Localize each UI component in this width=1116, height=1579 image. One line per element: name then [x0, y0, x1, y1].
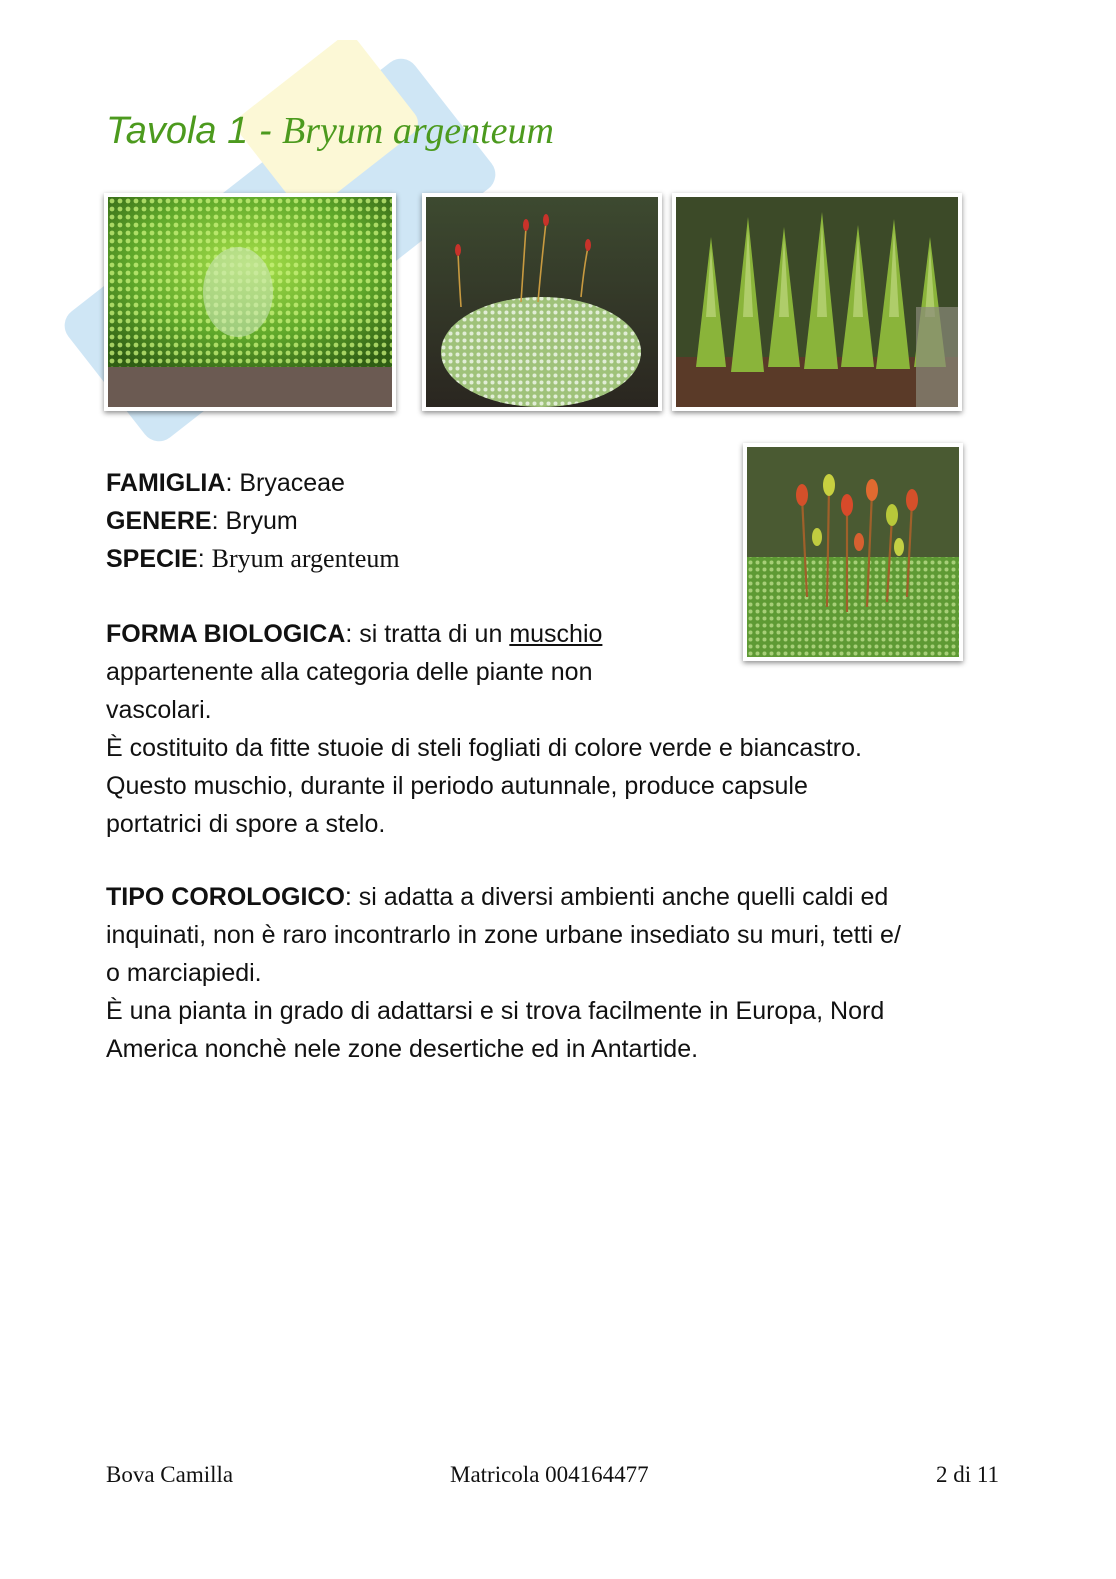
- tipo-line-1: [106, 878, 1006, 916]
- tipo-corologico-section: [106, 878, 1006, 1068]
- forma-line-1-text: : si tratta di un: [345, 620, 510, 648]
- footer-author: Bova Camilla: [106, 1462, 234, 1487]
- moss-stems-image: [676, 197, 958, 407]
- tipo-line-1-text: : si adatta a diversi ambienti anche quelli caldi ed: [344, 883, 889, 911]
- forma-line-1: [106, 615, 966, 653]
- specie-value: Bryum argenteum: [211, 544, 400, 573]
- forma-line-6: portatrici di spore a stelo.: [106, 810, 386, 838]
- tipo-line-4: È una pianta in grado di adattarsi e si trova facilmente in Europa, Nord: [106, 997, 885, 1025]
- footer-page-number: 2 di 11: [936, 1462, 1000, 1487]
- tipo-line-3: o marciapiedi.: [106, 959, 262, 987]
- moss-sporophytes-photo: [422, 193, 662, 411]
- moss-cushion-image: [108, 197, 392, 407]
- forma-line-2: appartenente alla categoria delle piante non: [106, 658, 593, 686]
- moss-cushion-photo: [104, 193, 396, 411]
- tipo-line-5: America nonchè nele zone desertiche ed in Antartide.: [106, 1035, 699, 1063]
- forma-label: FORMA BIOLOGICA: [106, 620, 346, 648]
- specie-row: [106, 540, 706, 578]
- title-prefix: Tavola 1 -: [106, 110, 283, 152]
- forma-line-5: Questo muschio, durante il periodo autunnale, produce capsule: [106, 772, 808, 800]
- genere-label: GENERE: [106, 507, 212, 535]
- tipo-label: TIPO COROLOGICO: [106, 883, 345, 911]
- forma-line-3: vascolari.: [106, 696, 212, 724]
- taxonomy-section: [106, 464, 706, 578]
- muschio-link: muschio: [509, 620, 603, 648]
- genere-value: : Bryum: [211, 507, 298, 535]
- famiglia-value: : Bryaceae: [225, 469, 345, 497]
- title-species: Bryum argenteum: [282, 110, 554, 152]
- moss-stems-photo: [672, 193, 962, 411]
- specie-separator: :: [197, 545, 212, 573]
- famiglia-row: [106, 464, 706, 502]
- forma-biologica-section: [106, 615, 966, 843]
- footer-matricola: Matricola 004164477: [450, 1462, 649, 1487]
- page-title: [106, 108, 554, 154]
- tipo-line-2: inquinati, non è raro incontrarlo in zone urbane insediato su muri, tetti e/: [106, 921, 901, 949]
- genere-row: [106, 502, 706, 540]
- famiglia-label: FAMIGLIA: [106, 469, 226, 497]
- forma-line-4: È costituito da fitte stuoie di steli fogliati di colore verde e biancastro.: [106, 734, 862, 762]
- specie-label: SPECIE: [106, 545, 198, 573]
- moss-sporophytes-image: [426, 197, 658, 407]
